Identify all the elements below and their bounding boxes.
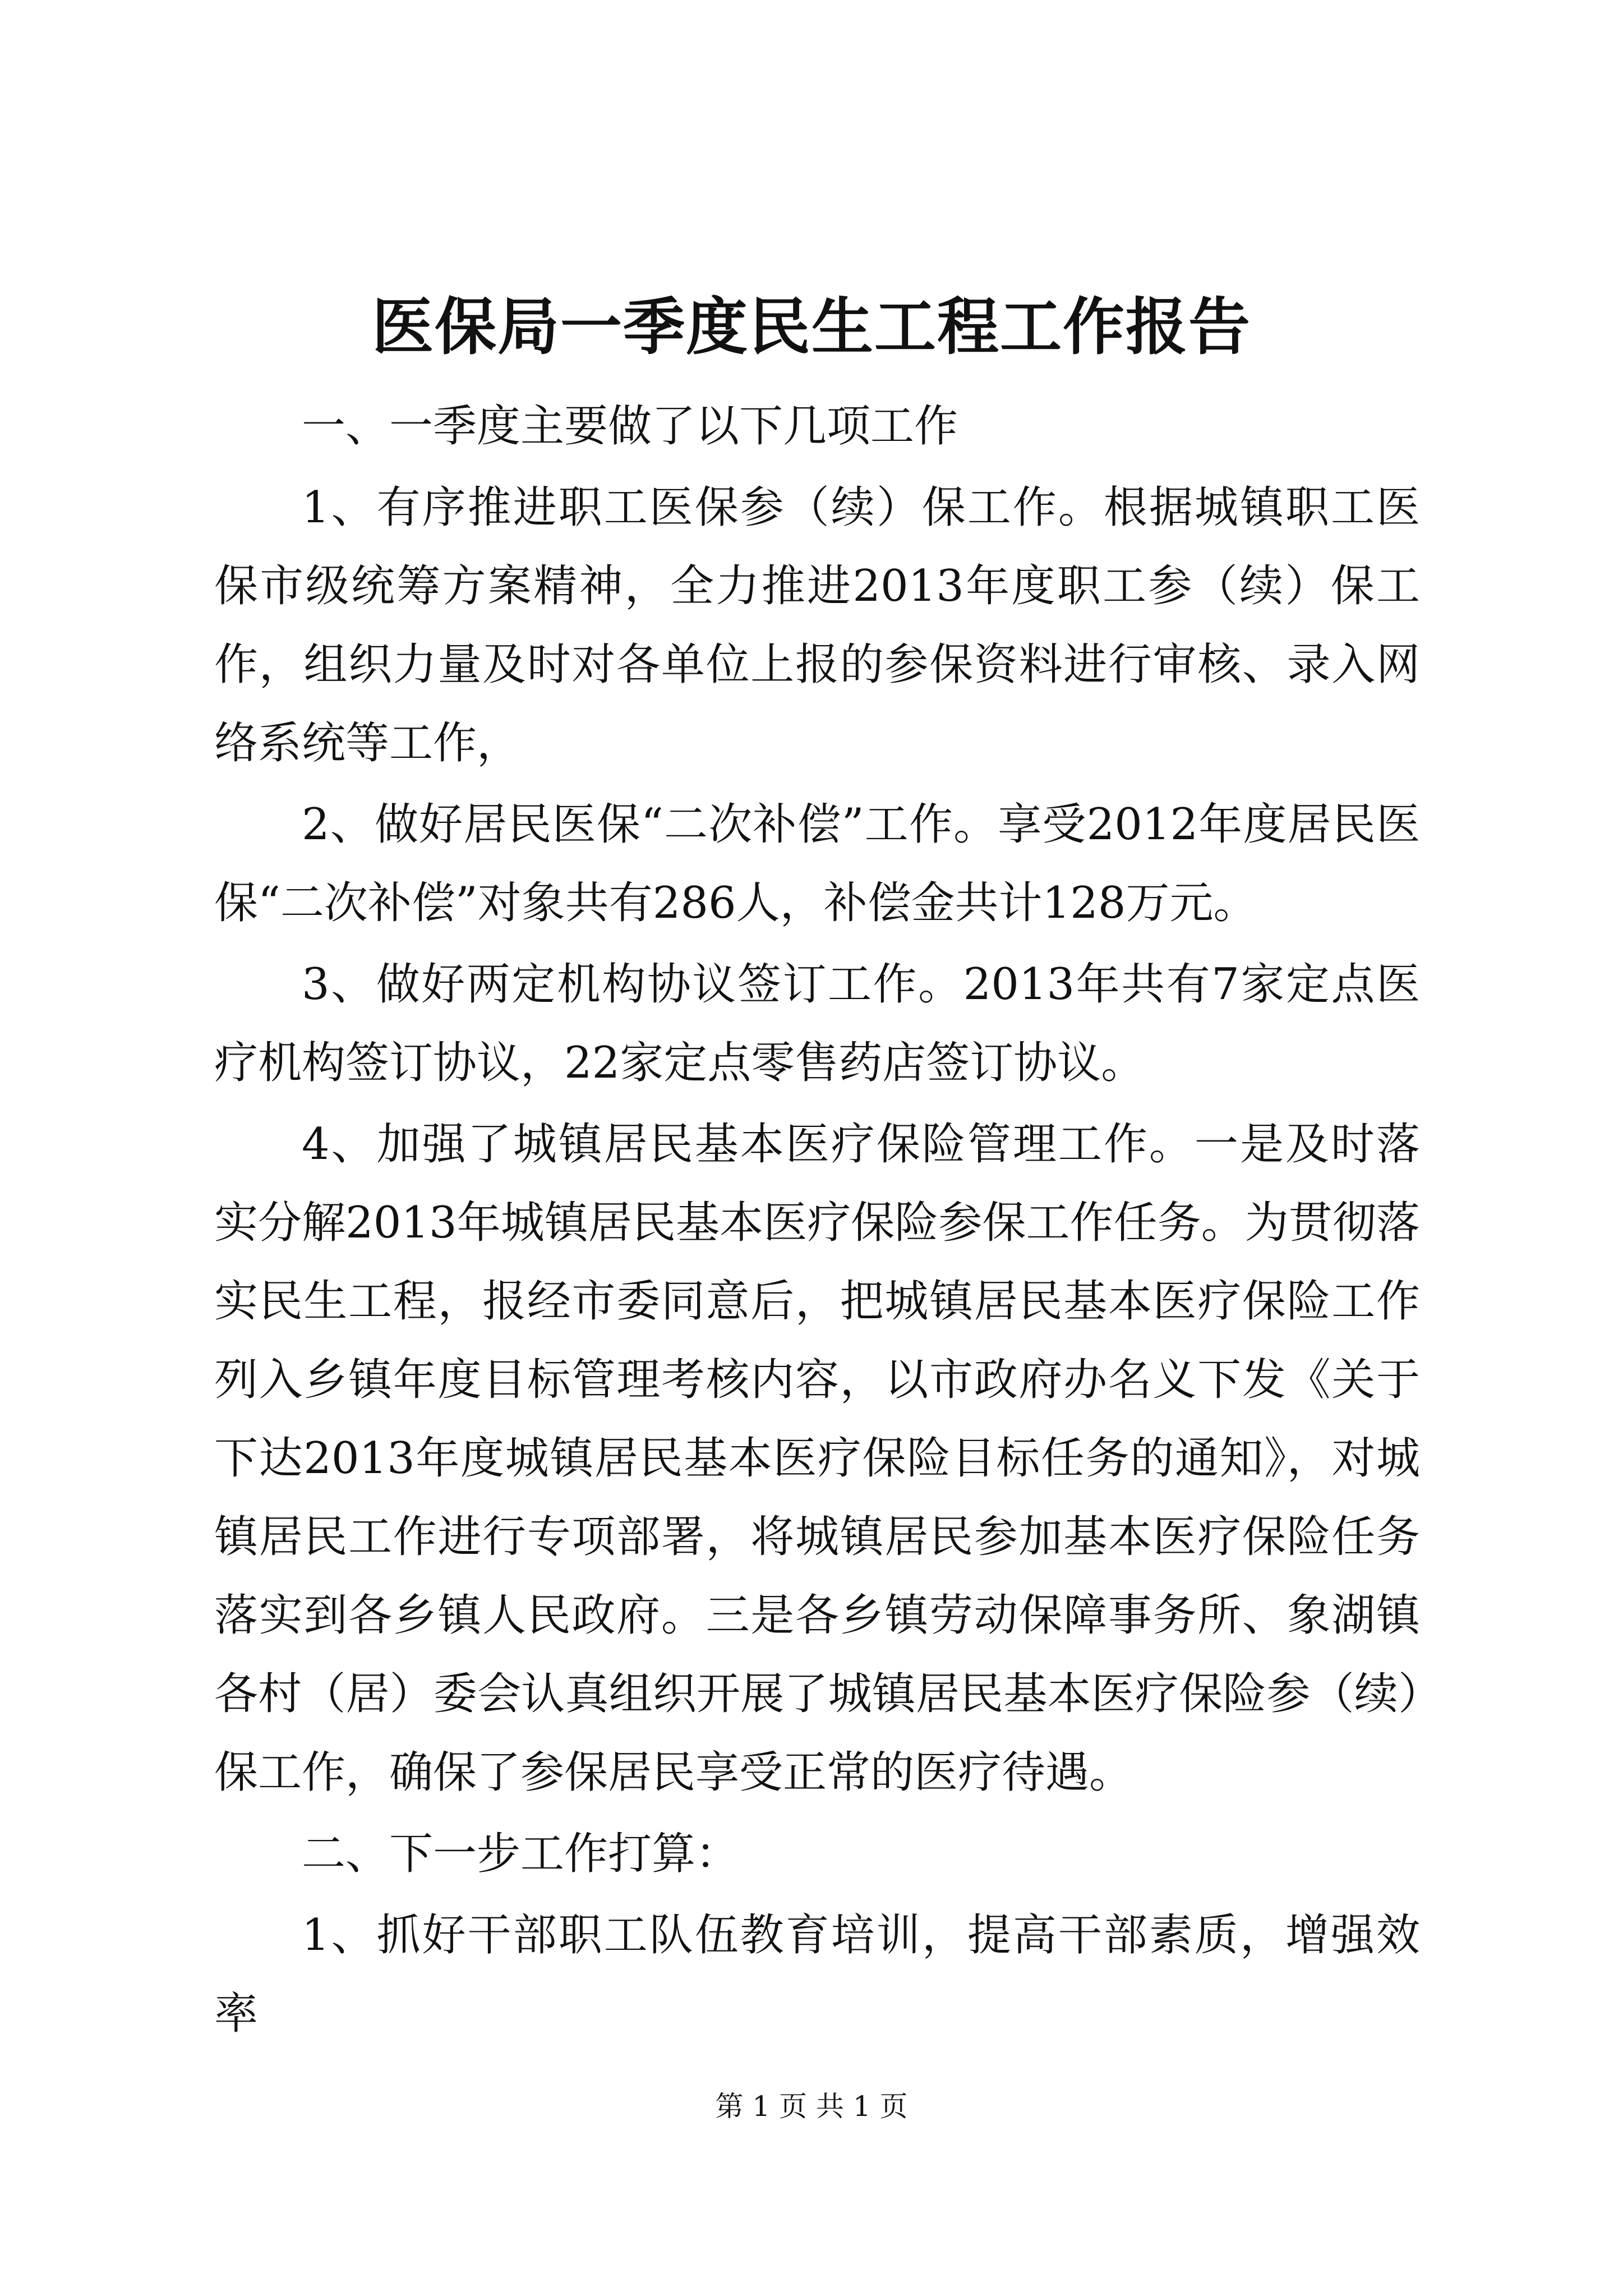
section-heading-1: 一、一季度主要做了以下几项工作 (302, 401, 958, 452)
paragraph-item-1: 1、有序推进职工医保参（续）保工作。根据城镇职工医保市级统筹方案精神，全力推进2013年度职工参（续）保工作，组织力量及时对各单位上报的参保资料进行审核、录入网络系统等工作， (214, 482, 1420, 769)
section-heading-2: 二、下一步工作打算： (302, 1829, 740, 1879)
paragraph-next-1: 1、抓好干部职工队伍教育培训，提高干部素质，增强效率 (214, 1910, 1420, 2039)
page-footer: 第 1 页 共 1 页 (715, 2090, 908, 2123)
document-body (214, 387, 1420, 2056)
document-title: 医保局一季度民生工程工作报告 (372, 291, 1251, 363)
paragraph-item-2: 2、做好居民医保“二次补偿”工作。享受2012年度居民医保“二次补偿”对象共有286人，补偿金共计128万元。 (214, 799, 1420, 928)
paragraph-item-4: 4、加强了城镇居民基本医疗保险管理工作。一是及时落实分解2013年城镇居民基本医疗保险参保工作任务。为贯彻落实民生工程，报经市委同意后，把城镇居民基本医疗保险工作列入乡镇年度目标管理考核内容，以市政府办名义下发《关于下达2013年度城镇居民基本医疗保险目标任务的通知》，对城镇居民工作进行专项部署，将城镇居民参加基本医疗保险任务落实到各乡镇人民政府。三是各乡镇劳动保障事务所、象湖镇各村（居）委会认真组织开展了城镇居民基本医疗保险参（续）保工作，确保了参保居民享受正常的医疗待遇。 (214, 1119, 1420, 1798)
paragraph-item-3: 3、做好两定机构协议签订工作。2013年共有7家定点医疗机构签订协议，22家定点零售药店签订协议。 (214, 959, 1420, 1088)
